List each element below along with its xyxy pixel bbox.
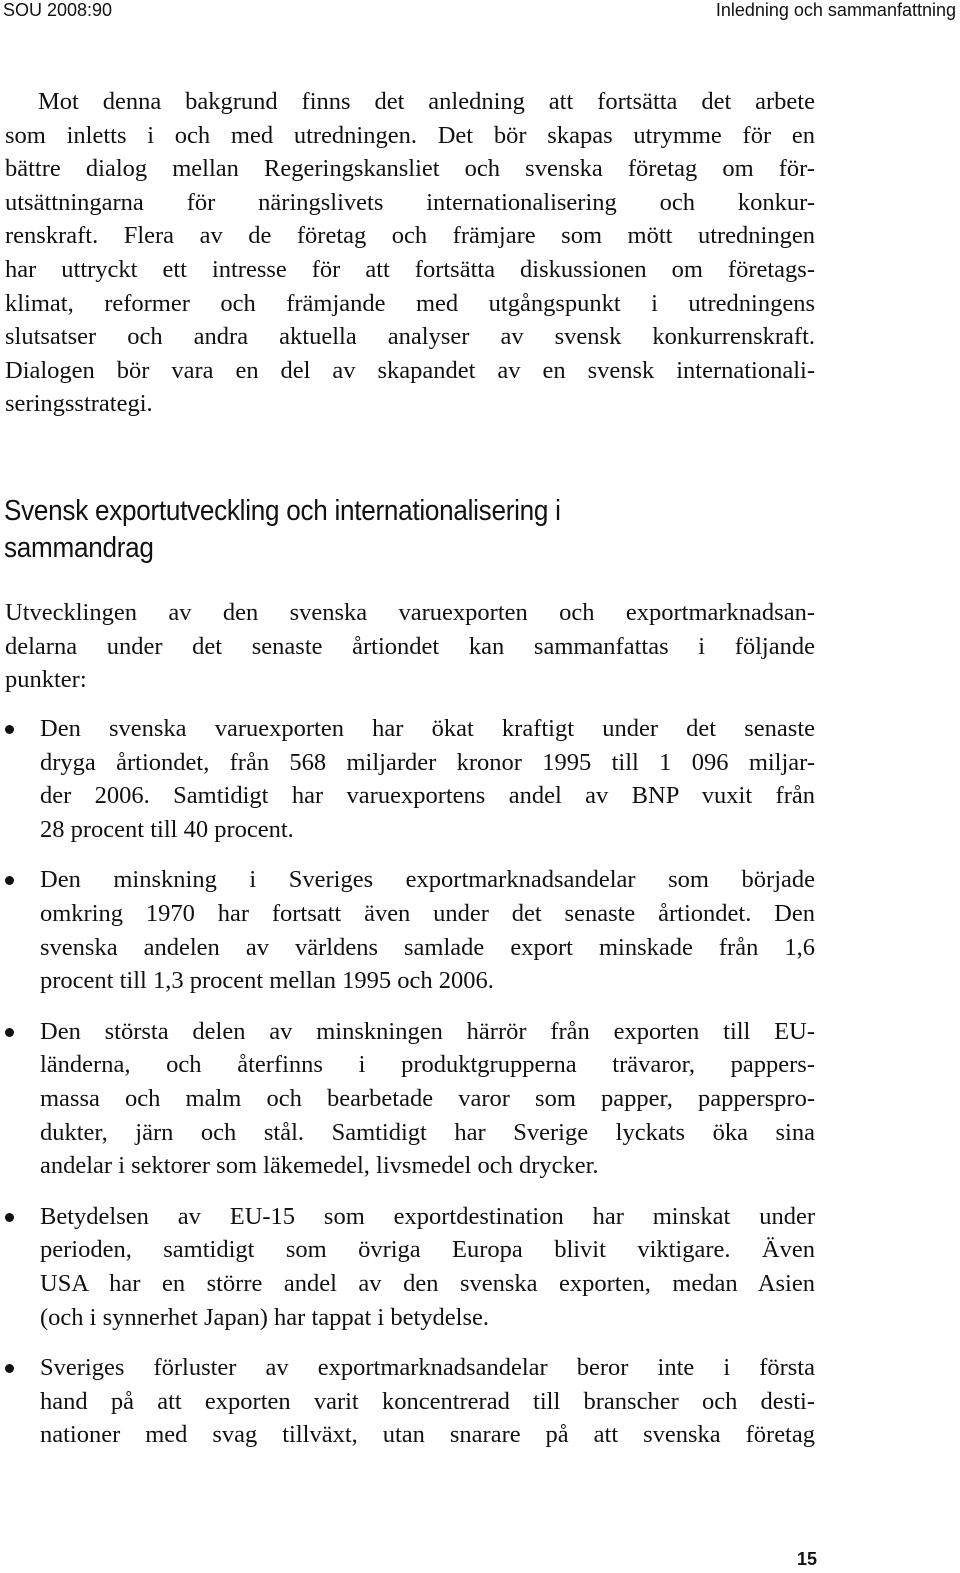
chapter-title: Inledning och sammanfattning: [715, 0, 956, 20]
text-line: delarna under det senaste årtiondet kan sammanfattas i följande: [5, 632, 815, 660]
text-line: klimat, reformer och främjande med utgångspunkt i utredningens: [5, 289, 815, 317]
text-line: Utvecklingen av den svenska varuexporten och exportmarknadsan-: [5, 599, 815, 626]
page-number: 15: [796, 1549, 817, 1569]
text-line: renskraft. Flera av de företag och främjare som mött utredningen: [5, 222, 815, 250]
text-line: länderna, och återfinns i produktgrupperna trävaror, pappers-: [40, 1051, 815, 1079]
bullet-icon: [5, 1213, 14, 1222]
section-heading-line: Svensk exportutveckling och internationalisering i: [4, 495, 561, 527]
section-heading: [4, 493, 688, 567]
paragraph-intro: [5, 596, 815, 697]
bullet-icon: [5, 725, 14, 734]
text-line: (och i synnerhet Japan) har tappat i betydelse.: [40, 1303, 490, 1331]
summary-bullet-list: [5, 712, 815, 1469]
text-line: Mot denna bakgrund finns det anledning att fortsätta det arbete: [38, 88, 815, 115]
bullet-icon: [5, 1028, 14, 1037]
text-line: omkring 1970 har fortsatt även under det senaste årtiondet. Den: [40, 899, 815, 927]
section-heading-line: sammandrag: [4, 532, 154, 564]
bullet-icon: [5, 1364, 14, 1373]
text-line: hand på att exporten varit koncentrerad till branscher och desti-: [40, 1387, 815, 1415]
text-line: bättre dialog mellan Regeringskansliet och svenska företag om för-: [5, 155, 815, 183]
text-line: Den minskning i Sveriges exportmarknadsandelar som började: [40, 866, 815, 894]
text-line: har uttryckt ett intresse för att fortsätta diskussionen om företags-: [5, 255, 815, 283]
text-line: 28 procent till 40 procent.: [40, 815, 294, 843]
paragraph-dialog: [5, 85, 815, 421]
list-item: [5, 1351, 815, 1452]
document-reference: SOU 2008:90: [3, 0, 113, 20]
text-line: procent till 1,3 procent mellan 1995 och 2006.: [40, 967, 494, 995]
text-line: Betydelsen av EU-15 som exportdestination har minskat under: [40, 1202, 815, 1230]
text-line: seringsstrategi.: [5, 390, 153, 418]
list-item: [5, 1200, 815, 1334]
text-line: der 2006. Samtidigt har varuexportens andel av BNP vuxit från: [40, 782, 815, 810]
text-line: Dialogen bör vara en del av skapandet av en svensk internationali-: [5, 356, 815, 384]
text-line: dukter, järn och stål. Samtidigt har Sverige lyckats öka sina: [40, 1118, 815, 1146]
running-header: [0, 0, 960, 30]
list-item: [5, 863, 815, 997]
text-line: slutsatser och andra aktuella analyser av svensk konkurrenskraft.: [5, 323, 815, 351]
text-line: svenska andelen av världens samlade export minskade från 1,6: [40, 933, 815, 961]
text-line: Den största delen av minskningen härrör från exporten till EU-: [40, 1017, 815, 1045]
text-line: massa och malm och bearbetade varor som papper, papperspro-: [40, 1084, 815, 1112]
text-line: nationer med svag tillväxt, utan snarare på att svenska företag: [40, 1421, 815, 1449]
list-item: [5, 1015, 815, 1183]
list-item: [5, 712, 815, 846]
text-line: andelar i sektorer som läkemedel, livsmedel och drycker.: [40, 1152, 599, 1180]
bullet-icon: [5, 876, 14, 885]
text-line: utsättningarna för näringslivets internationalisering och konkur-: [5, 188, 815, 216]
text-line: Den svenska varuexporten har ökat kraftigt under det senaste: [40, 715, 815, 742]
text-line: dryga årtiondet, från 568 miljarder kronor 1995 till 1 096 miljar-: [40, 748, 815, 776]
text-line: perioden, samtidigt som övriga Europa blivit viktigare. Även: [40, 1236, 815, 1264]
text-line: USA har en större andel av den svenska exporten, medan Asien: [40, 1269, 815, 1297]
text-line: punkter:: [5, 666, 87, 694]
text-line: Sveriges förluster av exportmarknadsandelar beror inte i första: [40, 1354, 815, 1382]
text-line: som inletts i och med utredningen. Det bör skapas utrymme för en: [5, 121, 815, 149]
